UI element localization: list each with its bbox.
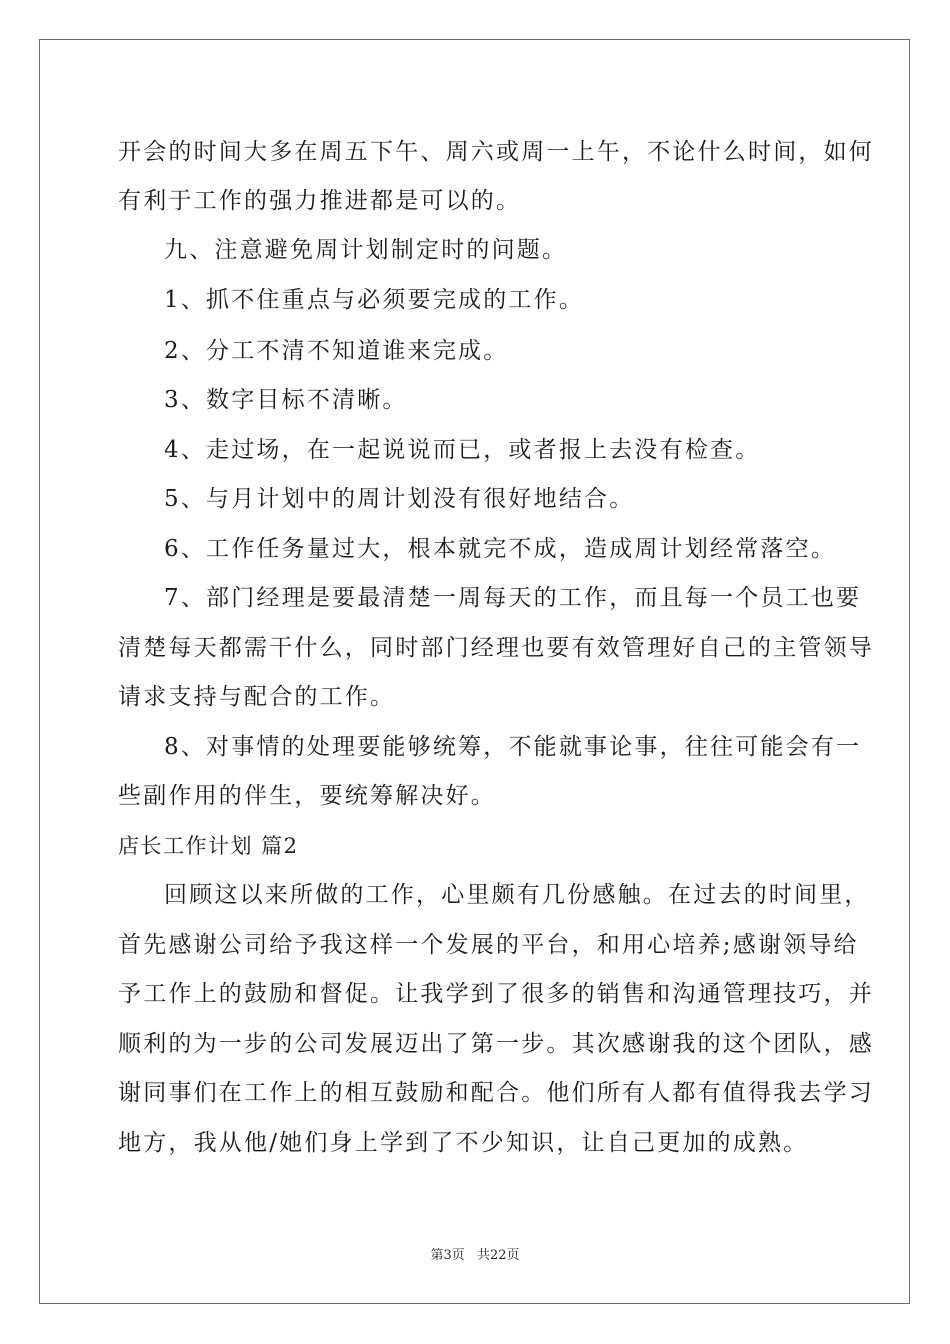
list-item: 7、部门经理是要最清楚一周每天的工作，而且每一个员工也要: [164, 585, 862, 611]
article-heading: 店长工作计划 篇2: [118, 834, 299, 858]
paragraph-line: 顺利的为一步的公司发展迈出了第一步。其次感谢我的这个团队，感: [118, 1031, 874, 1057]
list-item: 4、走过场，在一起说说而已，或者报上去没有检查。: [164, 437, 761, 463]
paragraph-line: 些副作用的伴生，要统筹解决好。: [118, 783, 496, 809]
section-heading: 九、注意避免周计划制定时的问题。: [164, 237, 568, 263]
paragraph-line: 首先感谢公司给予我这样一个发展的平台，和用心培养;感谢领导给: [118, 932, 859, 958]
paragraph-line: 开会的时间大多在周五下午、周六或周一上午，不论什么时间，如何: [118, 139, 874, 165]
list-item: 1、抓不住重点与必须要完成的工作。: [164, 287, 585, 313]
list-item: 8、对事情的处理要能够统筹，不能就事论事，往往可能会有一: [164, 734, 862, 760]
list-item: 6、工作任务量过大，根本就完不成，造成周计划经常落空。: [164, 536, 837, 562]
page-total: 共22页: [476, 1248, 520, 1263]
list-item: 3、数字目标不清晰。: [164, 387, 408, 413]
paragraph-line: 予工作上的鼓励和督促。让我学到了很多的销售和沟通管理技巧，并: [118, 981, 874, 1007]
list-item: 2、分工不清不知道谁来完成。: [164, 338, 509, 364]
page-footer: [0, 1248, 950, 1264]
page-border: [39, 39, 910, 1304]
list-item: 5、与月计划中的周计划没有很好地结合。: [164, 486, 635, 512]
paragraph-line: 回顾这以来所做的工作，心里颇有几份感触。在过去的时间里，: [164, 882, 870, 908]
paragraph-line: 谢同事们在工作上的相互鼓励和配合。他们所有人都有值得我去学习: [118, 1080, 874, 1106]
paragraph-line: 清楚每天都需干什么，同时部门经理也要有效管理好自己的主管领导: [118, 635, 874, 661]
page-number: 第3页: [430, 1248, 465, 1263]
paragraph-line: 地方，我从他/她们身上学到了不少知识，让自己更加的成熟。: [118, 1130, 809, 1156]
paragraph-line: 有利于工作的强力推进都是可以的。: [118, 188, 522, 214]
paragraph-line: 请求支持与配合的工作。: [118, 684, 396, 710]
